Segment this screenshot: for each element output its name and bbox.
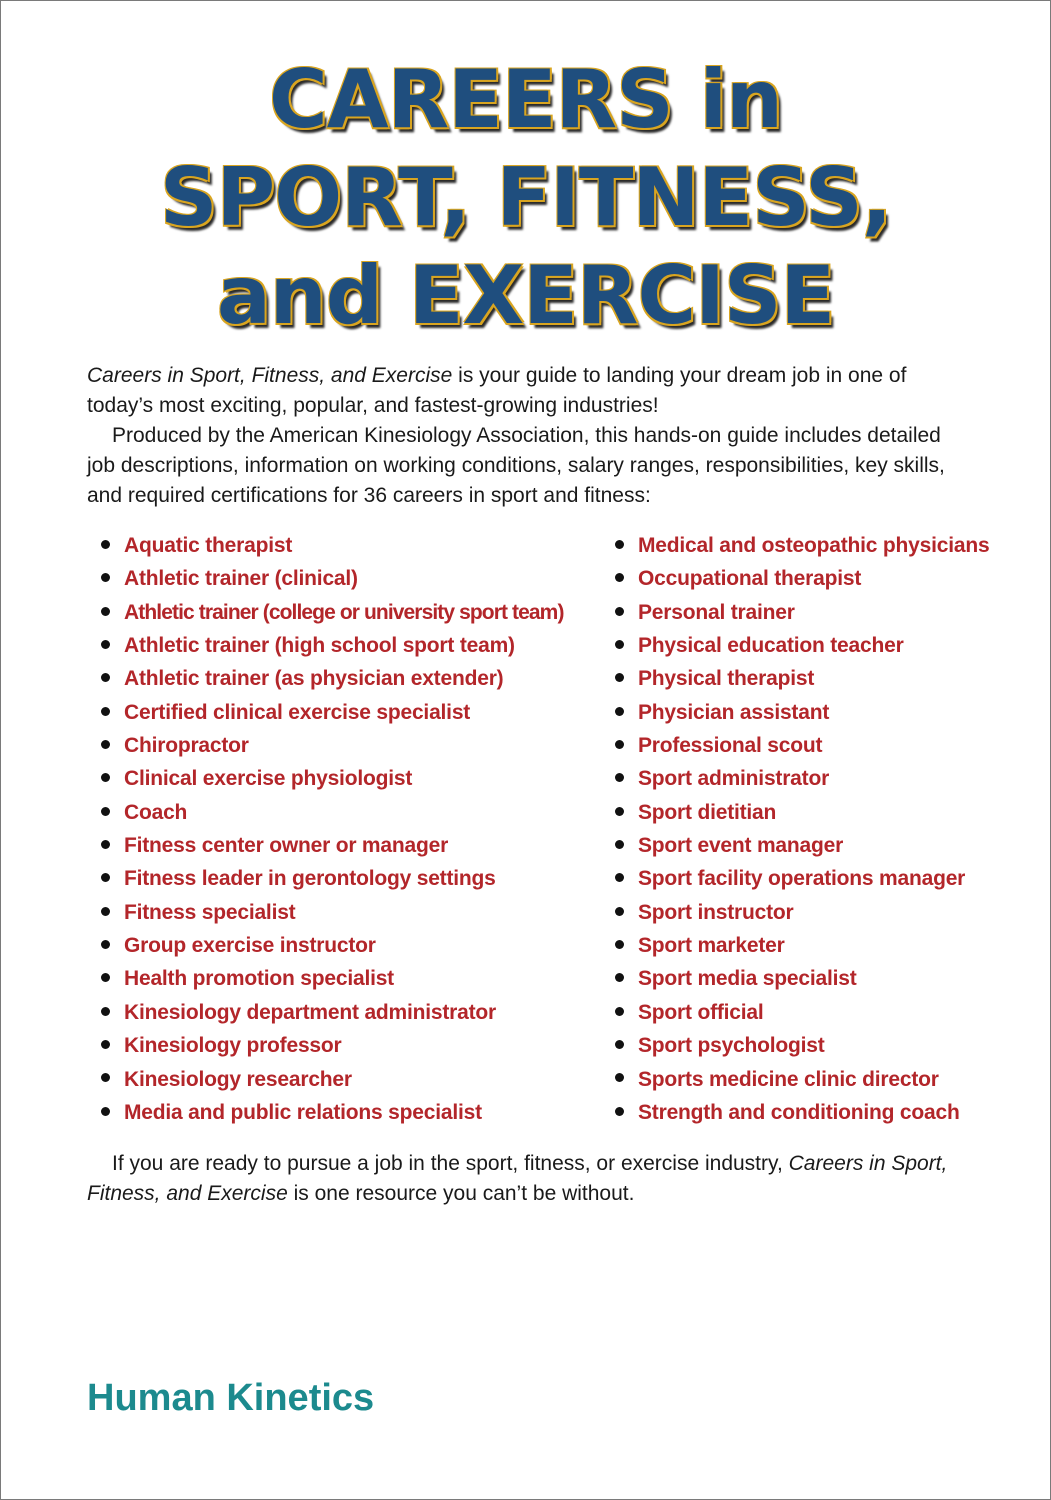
career-label: Fitness specialist — [124, 900, 296, 924]
career-item — [615, 996, 989, 1029]
career-label: Strength and conditioning coach — [638, 1100, 960, 1124]
career-label: Sport official — [638, 1000, 764, 1024]
career-item — [615, 862, 989, 895]
title-line-3: and EXERCISE — [216, 249, 835, 342]
closing-paragraph — [87, 1149, 967, 1209]
career-item — [101, 996, 564, 1029]
cover-title — [1, 51, 1050, 345]
career-item — [615, 729, 989, 762]
career-label: Physical education teacher — [638, 634, 904, 658]
career-label: Occupational therapist — [638, 567, 862, 591]
career-item — [615, 962, 989, 995]
career-label: Health promotion specialist — [124, 967, 394, 991]
careers-list-right — [615, 529, 989, 1129]
intro-book-title: Careers in Sport, Fitness, and Exercise — [87, 364, 453, 387]
career-item — [101, 929, 564, 962]
career-item — [101, 796, 564, 829]
bullet-icon — [101, 973, 110, 982]
career-item — [101, 562, 564, 595]
career-item — [615, 829, 989, 862]
career-item — [101, 1096, 564, 1129]
career-label: Kinesiology researcher — [124, 1067, 352, 1091]
bullet-icon — [615, 840, 624, 849]
career-label: Athletic trainer (clinical) — [124, 567, 358, 591]
bullet-icon — [101, 673, 110, 682]
career-item — [101, 762, 564, 795]
bullet-icon — [101, 707, 110, 716]
career-item — [615, 629, 989, 662]
career-label: Sport instructor — [638, 900, 794, 924]
career-item — [615, 562, 989, 595]
career-item — [101, 1029, 564, 1062]
bullet-icon — [615, 1073, 624, 1082]
bullet-icon — [101, 1040, 110, 1049]
bullet-icon — [615, 1107, 624, 1116]
career-item — [615, 529, 989, 562]
career-item — [615, 1029, 989, 1062]
career-label: Physical therapist — [638, 667, 815, 691]
career-label: Certified clinical exercise specialist — [124, 700, 471, 724]
career-label: Athletic trainer (as physician extender) — [124, 667, 504, 691]
bullet-icon — [101, 840, 110, 849]
career-label: Personal trainer — [638, 600, 795, 624]
bullet-icon — [615, 740, 624, 749]
bullet-icon — [615, 773, 624, 782]
career-label: Medical and osteopathic physicians — [638, 534, 990, 557]
career-item — [615, 929, 989, 962]
career-item — [615, 1096, 989, 1129]
career-label: Athletic trainer (college or university sport team) — [124, 600, 564, 624]
career-item — [101, 729, 564, 762]
career-label: Clinical exercise physiologist — [124, 767, 413, 791]
bullet-icon — [101, 1107, 110, 1116]
bullet-icon — [615, 540, 624, 549]
career-item — [101, 829, 564, 862]
career-item — [101, 596, 564, 629]
career-label: Athletic trainer (high school sport team) — [124, 634, 515, 658]
bullet-icon — [101, 1073, 110, 1082]
career-label: Sport facility operations manager — [638, 867, 966, 891]
bullet-icon — [615, 940, 624, 949]
closing-text-after: is one resource you can’t be without. — [287, 1182, 635, 1205]
bullet-icon — [101, 740, 110, 749]
career-label: Group exercise instructor — [124, 934, 376, 958]
publisher-logo: Human Kinetics — [87, 1377, 375, 1419]
intro-paragraph — [87, 361, 967, 421]
career-item — [101, 696, 564, 729]
career-item — [615, 596, 989, 629]
career-label: Media and public relations specialist — [124, 1100, 482, 1124]
career-item — [101, 862, 564, 895]
bullet-icon — [101, 607, 110, 616]
bullet-icon — [101, 773, 110, 782]
bullet-icon — [101, 873, 110, 882]
bullet-icon — [101, 540, 110, 549]
career-label: Sport administrator — [638, 767, 830, 791]
careers-list-left — [101, 529, 564, 1129]
career-item — [615, 896, 989, 929]
bullet-icon — [615, 1007, 624, 1016]
title-line-2: SPORT, FITNESS, — [159, 151, 892, 244]
career-item — [615, 762, 989, 795]
career-label: Fitness center owner or manager — [124, 834, 449, 858]
bullet-icon — [101, 940, 110, 949]
career-label: Chiropractor — [124, 734, 249, 758]
bullet-icon — [615, 873, 624, 882]
career-label: Sport dietitian — [638, 800, 777, 824]
title-line-1: CAREERS in — [269, 53, 782, 146]
bullet-icon — [101, 640, 110, 649]
bullet-icon — [101, 573, 110, 582]
bullet-icon — [615, 640, 624, 649]
bullet-icon — [615, 907, 624, 916]
career-label: Kinesiology professor — [124, 1034, 342, 1058]
career-item — [615, 1063, 989, 1096]
bullet-icon — [615, 673, 624, 682]
intro-text: is your guide to landing your dream job in one of today’s most exciting, popular, and fastest-growing industries! — [87, 364, 907, 417]
career-label: Coach — [124, 800, 188, 824]
bullet-icon — [615, 707, 624, 716]
career-item — [101, 529, 564, 562]
career-item — [101, 662, 564, 695]
career-label: Sport media specialist — [638, 967, 857, 991]
career-label: Sports medicine clinic director — [638, 1067, 939, 1091]
career-item — [101, 962, 564, 995]
bullet-icon — [615, 807, 624, 816]
career-item — [101, 896, 564, 929]
bullet-icon — [615, 1040, 624, 1049]
closing-book-title: Careers in Sport, Fitness, and Exercise — [87, 1152, 948, 1205]
career-item — [101, 629, 564, 662]
career-label: Professional scout — [638, 734, 823, 758]
career-label: Aquatic therapist — [124, 534, 293, 557]
career-item — [615, 796, 989, 829]
bullet-icon — [101, 907, 110, 916]
career-label: Sport event manager — [638, 834, 844, 858]
bullet-icon — [615, 573, 624, 582]
career-label: Fitness leader in gerontology settings — [124, 867, 496, 891]
bullet-icon — [101, 1007, 110, 1016]
career-item — [615, 662, 989, 695]
bullet-icon — [101, 807, 110, 816]
bullet-icon — [615, 973, 624, 982]
career-label: Sport marketer — [638, 934, 785, 958]
bullet-icon — [615, 607, 624, 616]
career-item — [101, 1063, 564, 1096]
closing-text-before: If you are ready to pursue a job in the sport, fitness, or exercise industry, — [112, 1152, 789, 1175]
career-item — [615, 696, 989, 729]
produced-paragraph: Produced by the American Kinesiology Association, this hands-on guide includes detailed job descriptions, information on working conditions, salary ranges, responsibilities, key skills, and required certifications for 36 careers in sport and fitness: — [87, 424, 945, 507]
career-label: Kinesiology department administrator — [124, 1000, 497, 1024]
career-label: Physician assistant — [638, 700, 830, 724]
career-label: Sport psychologist — [638, 1034, 825, 1058]
